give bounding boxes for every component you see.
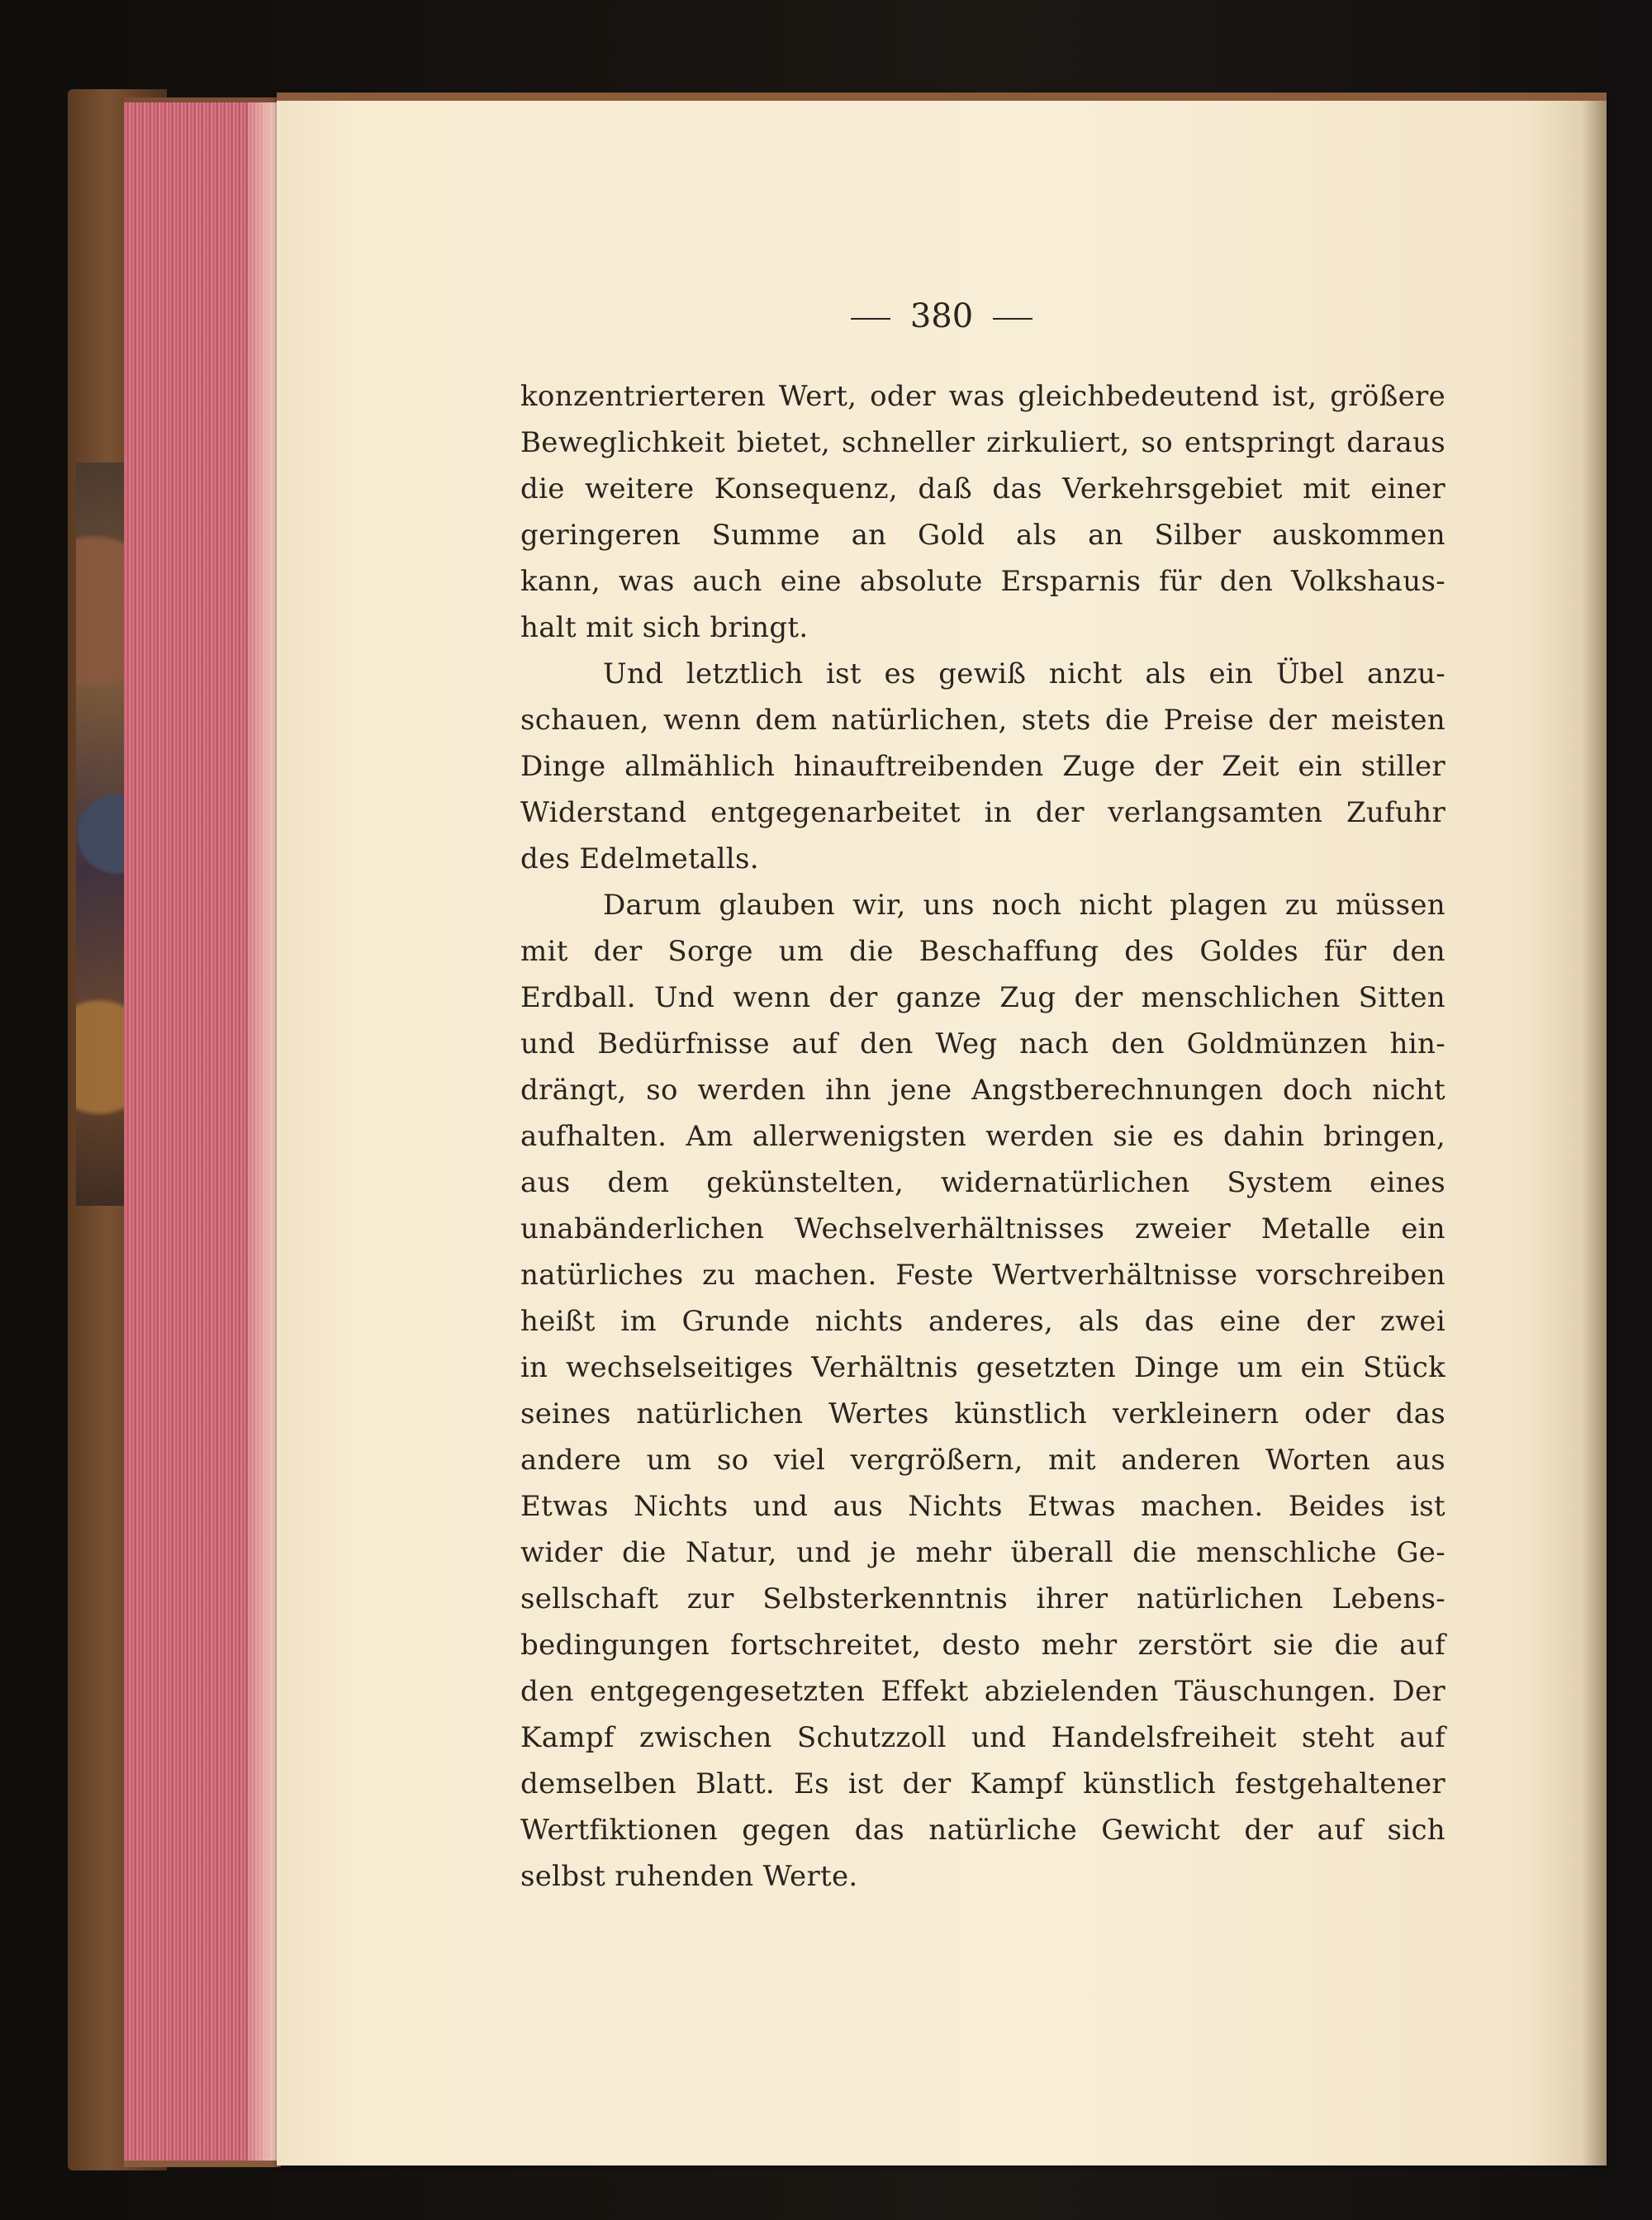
header-dash-right — [993, 318, 1032, 320]
header-dash-left — [851, 318, 890, 320]
text-line: drängt, so werden ihn jene Angstberechnungen doch nicht — [520, 1074, 1446, 1107]
text-line: demselben Blatt. Es ist der Kampf künstlich festgehaltener — [520, 1767, 1446, 1800]
book-page — [277, 92, 1607, 2165]
body-text — [520, 373, 1446, 1893]
text-line: den entgegengesetzten Effekt abzielenden Täuschungen. Der — [520, 1675, 1446, 1708]
text-line: des Edelmetalls. — [520, 842, 759, 875]
text-line: Und letztlich ist es gewiß nicht als ein Übel anzu- — [603, 657, 1446, 690]
text-line: und Bedürfnisse auf den Weg nach den Goldmünzen hin- — [520, 1027, 1446, 1060]
page-edges — [124, 97, 281, 2167]
text-line: aus dem gekünstelten, widernatürlichen System eines — [520, 1166, 1446, 1199]
text-line: aufhalten. Am allerwenigsten werden sie es dahin bringen, — [520, 1120, 1446, 1153]
text-line: seines natürlichen Wertes künstlich verkleinern oder das — [520, 1397, 1446, 1430]
text-line: Etwas Nichts und aus Nichts Etwas machen. Beides ist — [520, 1490, 1446, 1523]
text-line: halt mit sich bringt. — [520, 611, 809, 644]
text-line: schauen, wenn dem natürlichen, stets die Preise der meisten — [520, 704, 1446, 737]
text-line: Wertfiktionen gegen das natürliche Gewicht der auf sich — [520, 1814, 1446, 1847]
text-line: selbst ruhenden Werte. — [520, 1860, 858, 1893]
page-number: 380 — [909, 297, 974, 335]
text-line: wider die Natur, und je mehr überall die menschliche Ge- — [520, 1536, 1446, 1569]
text-line: bedingungen fortschreitet, desto mehr zerstört sie die auf — [520, 1629, 1446, 1662]
spine-shadow — [1582, 101, 1607, 2165]
text-line: mit der Sorge um die Beschaffung des Goldes für den — [520, 935, 1446, 968]
text-line: Beweglichkeit bietet, schneller zirkuliert, so entspringt daraus — [520, 426, 1446, 459]
text-line: die weitere Konsequenz, daß das Verkehrsgebiet mit einer — [520, 472, 1446, 505]
text-line: heißt im Grunde nichts anderes, als das eine der zwei — [520, 1305, 1446, 1338]
text-line: Kampf zwischen Schutzzoll und Handelsfreiheit steht auf — [520, 1721, 1446, 1754]
text-line: natürliches zu machen. Feste Wertverhältnisse vorschreiben — [520, 1259, 1446, 1292]
text-line: andere um so viel vergrößern, mit anderen Worten aus — [520, 1444, 1446, 1477]
text-line: Darum glauben wir, uns noch nicht plagen zu müssen — [603, 889, 1446, 922]
text-line: kann, was auch eine absolute Ersparnis für den Volkshaus- — [520, 565, 1446, 598]
page-header — [277, 297, 1607, 335]
text-line: geringeren Summe an Gold als an Silber auskommen — [520, 519, 1446, 552]
text-line: konzentrierteren Wert, oder was gleichbedeutend ist, größere — [520, 380, 1446, 413]
text-line: unabänderlichen Wechselverhältnisses zweier Metalle ein — [520, 1212, 1446, 1245]
text-line: Dinge allmählich hinauftreibenden Zuge der Zeit ein stiller — [520, 750, 1446, 783]
text-line: sellschaft zur Selbsterkenntnis ihrer natürlichen Lebens- — [520, 1582, 1446, 1615]
text-line: Erdball. Und wenn der ganze Zug der menschlichen Sitten — [520, 981, 1446, 1014]
text-line: Widerstand entgegenarbeitet in der verlangsamten Zufuhr — [520, 796, 1446, 829]
text-line: in wechselseitiges Verhältnis gesetzten Dinge um ein Stück — [520, 1351, 1446, 1384]
